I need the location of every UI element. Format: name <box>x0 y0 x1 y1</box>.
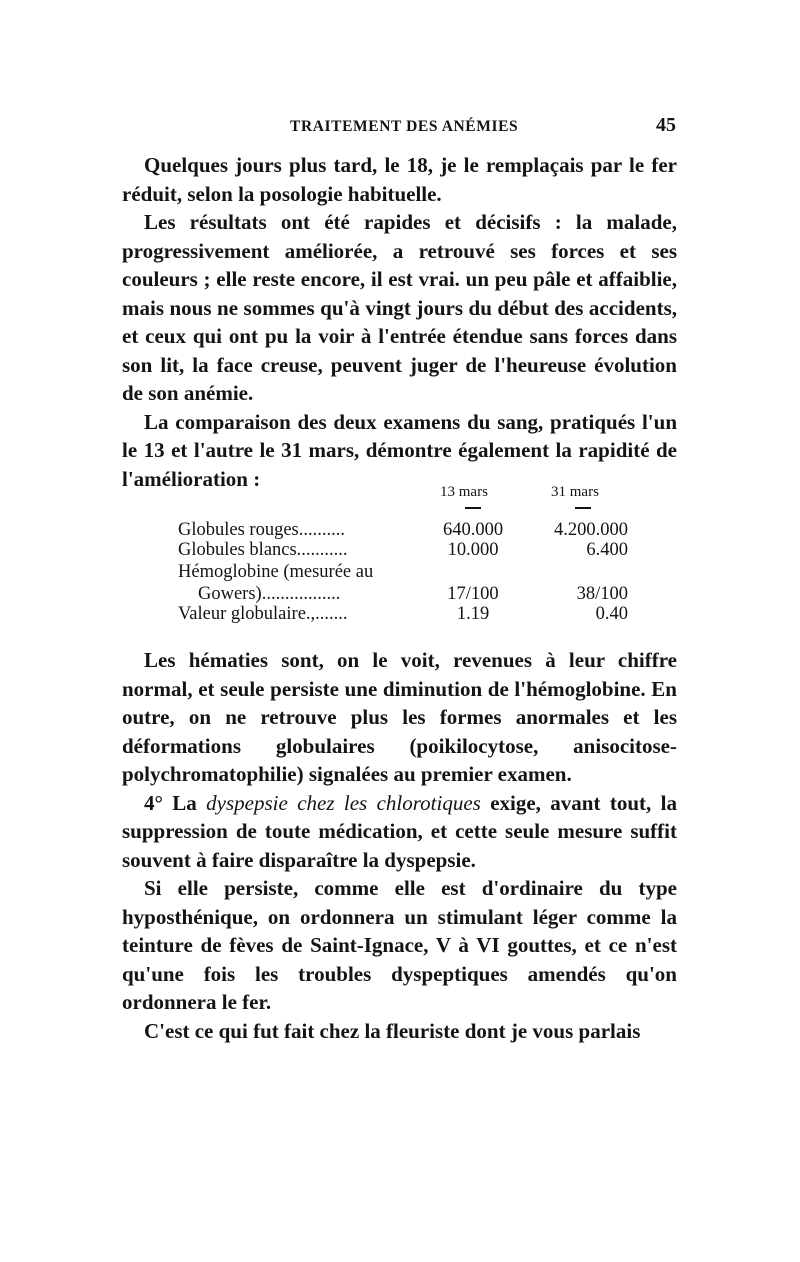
column-header-13-mars: 13 mars <box>440 484 488 500</box>
value-31-mars: 0.40 <box>595 604 628 624</box>
paragraph: C'est ce qui fut fait chez la fleuriste dont je vous parlais <box>144 1018 641 1043</box>
value-31-mars: 6.400 <box>586 540 628 560</box>
row-label: Globules rouges.......... <box>178 520 345 540</box>
table-row <box>178 604 648 624</box>
paragraph <box>122 789 677 875</box>
page-header <box>122 116 678 140</box>
paragraph: Quelques jours plus tard, le 18, je le remplaçais par le fer réduit, selon la posologie habituelle. <box>122 153 677 206</box>
paragraph: Les résultats ont été rapides et décisifs : la malade, progressivement améliorée, a retrouvé ses forces et ses couleurs ; elle reste encore, il est vrai. un peu pâle et affaiblie, mais nous ne sommes qu'à vingt jours du début des accidents, et ceux qui ont pu la voir à l'entrée étendue sans forces dans son lit, la face creuse, peuvent juger de l'heureuse évolution de son anémie. <box>122 210 677 405</box>
column-header-31-mars: 31 mars <box>551 484 599 500</box>
row-label: Valeur globulaire.,....... <box>178 604 348 624</box>
paragraph: La comparaison des deux examens du sang, pratiqués l'un le 13 et l'autre le 31 mars, démontre également la rapidité de l'amélioration : <box>122 409 677 491</box>
table-row <box>198 584 668 604</box>
table-row <box>178 562 648 582</box>
paragraph: Si elle persiste, comme elle est d'ordinaire du type hyposthénique, on ordonnera un stimulant léger comme la teinture de fèves de Saint-Ignace, V à VI gouttes, et ce n'est qu'une fois les troubles dyspeptiques amendés qu'on ordonnera le fer. <box>122 876 677 1014</box>
row-label: Hémoglobine (mesurée au <box>178 562 374 582</box>
paragraph-text: exige, avant tout, la suppression de toute médication, et cette seule mesure suffit souvent à faire disparaître la dyspepsie. <box>122 790 677 872</box>
running-title: TRAITEMENT DES ANÉMIES <box>290 118 519 135</box>
row-label: Gowers)................. <box>198 584 341 604</box>
column-rule <box>465 507 481 509</box>
table-row <box>178 540 648 560</box>
table-row <box>178 520 648 540</box>
row-label: Globules blancs........... <box>178 540 348 560</box>
paragraph-number: 4° La <box>144 790 207 815</box>
body-text-top <box>122 151 677 493</box>
body-text-bottom <box>122 646 677 1045</box>
value-31-mars: 38/100 <box>576 584 628 604</box>
value-13-mars: 17/100 <box>447 584 499 604</box>
value-13-mars: 10.000 <box>447 540 499 560</box>
value-13-mars: 640.000 <box>442 520 504 540</box>
italic-subject: dyspepsie chez les chlorotiques <box>206 790 481 815</box>
value-13-mars: 1.19 <box>456 604 490 624</box>
paragraph: Les hématies sont, on le voit, revenues à leur chiffre normal, et seule persiste une diminution de l'hémoglobine. En outre, on ne retrouve plus les formes anormales et les déformations globulaires (poikilocytose, anisocitose-polychromatophilie) signalées au premier examen. <box>122 648 677 786</box>
page-number: 45 <box>656 114 676 136</box>
column-rule <box>575 507 591 509</box>
value-31-mars: 4.200.000 <box>554 520 628 540</box>
